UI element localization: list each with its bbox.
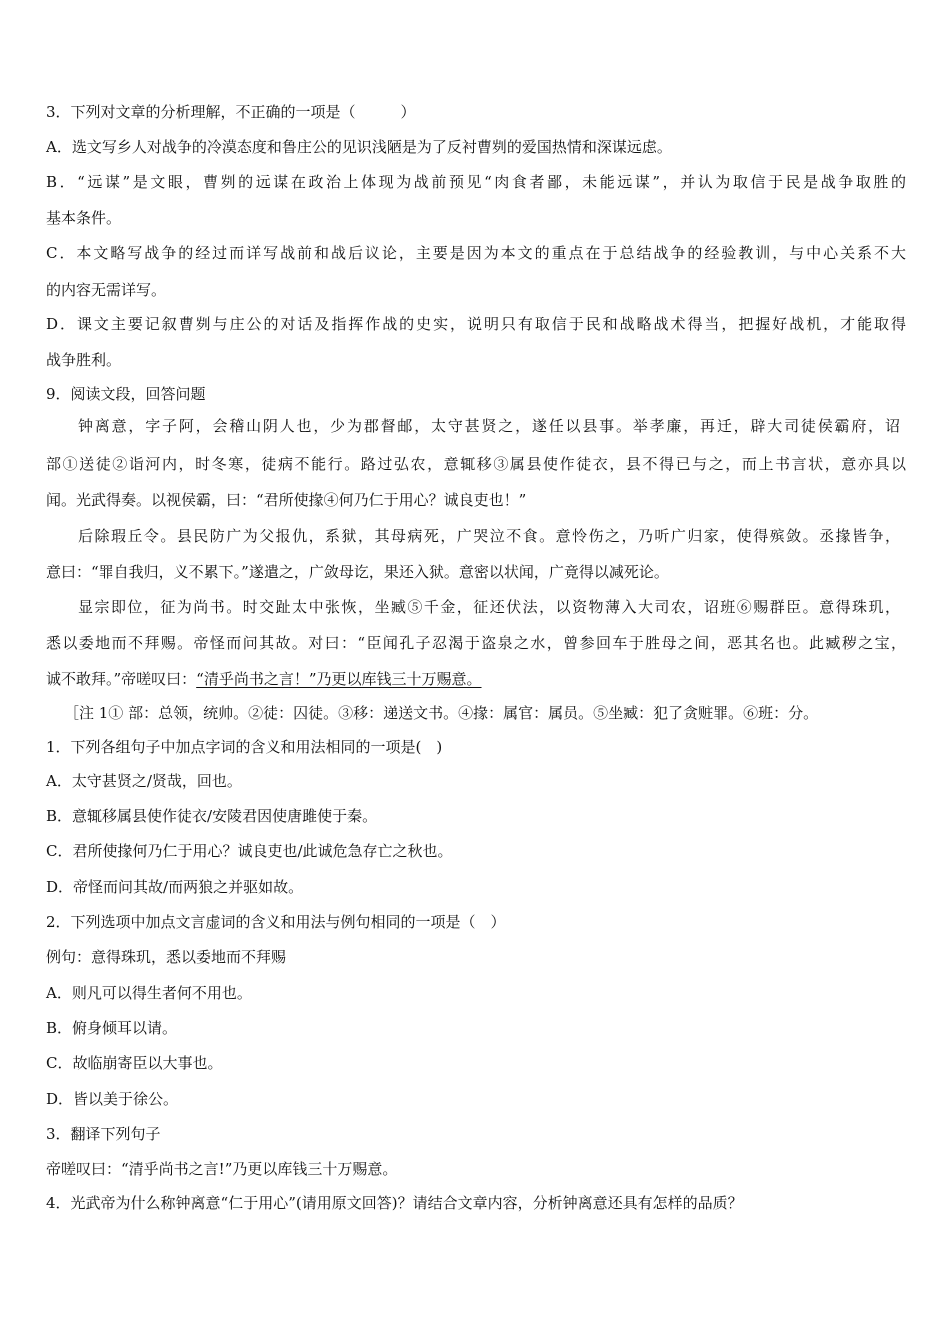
passage-p3-line3 xyxy=(46,669,906,689)
sub1-option-d: D．帝怪而问其故/而两狼之并驱如故。 xyxy=(46,878,304,896)
passage-p2-line2: 意曰：“罪自我归，义不累下。”遂遣之，广敛母讫，果还入狱。意密以状闻，广竟得以减死论。 xyxy=(46,563,669,581)
q3-option-d-line2: 战争胜利。 xyxy=(46,351,122,369)
sub3-stem: 3．翻译下列句子 xyxy=(46,1125,161,1143)
sub2-option-a: A．则凡可以得生者何不用也。 xyxy=(46,984,252,1002)
passage-p1-line3: 闻。光武得奏。以视侯霸，曰：“君所使掾④何乃仁于用心？诚良吏也！” xyxy=(46,491,527,509)
q3-option-b-line2: 基本条件。 xyxy=(46,209,122,227)
passage-p1-line2: 部①送徒②诣河内，时冬寒，徒病不能行。路过弘农，意辄移③属县使作徒衣，县不得已与之，而上书言状，意亦具以 xyxy=(46,455,906,473)
sub1-stem: 1．下列各组句子中加点字词的含义和用法相同的一项是( ) xyxy=(46,738,443,756)
sub2-option-b: B．俯身倾耳以请。 xyxy=(46,1019,178,1037)
sub1-option-c: C．君所使掾何乃仁于用心？诚良吏也/此诚危急存亡之秋也。 xyxy=(46,842,453,860)
sub2-example: 例句：意得珠玑，悉以委地而不拜赐 xyxy=(46,948,287,966)
q3-stem: 3．下列对文章的分析理解，不正确的一项是（ ） xyxy=(46,103,416,121)
q3-option-b-line1: B．“远谋”是文眼，曹刿的远谋在政治上体现为战前预见“肉食者鄙，未能远谋”，并认为取信于民是战争取胜的 xyxy=(46,173,906,191)
sub2-option-c: C．故临崩寄臣以大事也。 xyxy=(46,1054,223,1072)
q3-option-c-line1: C．本文略写战争的经过而详写战前和战后议论，主要是因为本文的重点在于总结战争的经验教训，与中心关系不大 xyxy=(46,244,906,262)
passage-p3-line3-text: 诚不敢拜。”帝嗟叹曰： xyxy=(46,670,197,688)
q3-option-d-line1: D．课文主要记叙曹刿与庄公的对话及指挥作战的史实，说明只有取信于民和战略战术得当，把握好战机，才能取得 xyxy=(46,315,906,333)
sub4-stem: 4．光武帝为什么称钟离意“仁于用心”(请用原文回答)？请结合文章内容，分析钟离意还具有怎样的品质？ xyxy=(46,1194,743,1212)
q3-option-c-line2: 的内容无需详写。 xyxy=(46,281,167,299)
passage-p3-line1: 显宗即位，征为尚书。时交趾太中张恢，坐臧⑤千金，征还伏法，以资物薄入大司农，诏班⑥赐群臣。意得珠玑， xyxy=(78,598,900,616)
passage-p3-line2: 悉以委地而不拜赐。帝怪而问其故。对曰：“臣闻孔子忍渴于盗泉之水，曾参回车于胜母之间，恶其名也。此臧秽之宝， xyxy=(46,634,906,652)
sub2-option-d: D．皆以美于徐公。 xyxy=(46,1090,179,1108)
q9-heading: 9．阅读文段，回答问题 xyxy=(46,385,206,403)
sub1-option-a: A．太守甚贤之/贤哉，回也。 xyxy=(46,772,242,790)
q3-option-a: A．选文写乡人对战争的冷漠态度和鲁庄公的见识浅陋是为了反衬曹刿的爱国热情和深谋远虑。 xyxy=(46,138,672,156)
sub2-stem: 2．下列选项中加点文言虚词的含义和用法与例句相同的一项是（ ） xyxy=(46,913,506,931)
underlined-sentence: “清乎尚书之言！”乃更以库钱三十万赐意。 xyxy=(196,670,482,688)
sub1-option-b: B．意辄移属县使作徒衣/安陵君因使唐雎使于秦。 xyxy=(46,807,378,825)
passage-p2-line1: 后除瑕丘令。县民防广为父报仇，系狱，其母病死，广哭泣不食。意怜伤之，乃听广归家，使得殡敛。丞掾皆争， xyxy=(78,527,900,545)
passage-p1-line1: 钟离意，字子阿，会稽山阴人也，少为郡督邮，太守甚贤之，遂任以县事。举孝廉，再迁，辟大司徒侯霸府，诏 xyxy=(78,417,900,435)
passage-notes: ［注 1① 部：总领，统帅。②徒：囚徒。③移：递送文书。④掾：属官：属员。⑤坐臧：犯了贪赃罪。⑥班：分。 xyxy=(64,704,819,722)
sub3-sentence: 帝嗟叹曰：“清乎尚书之言!”乃更以库钱三十万赐意。 xyxy=(46,1160,398,1178)
